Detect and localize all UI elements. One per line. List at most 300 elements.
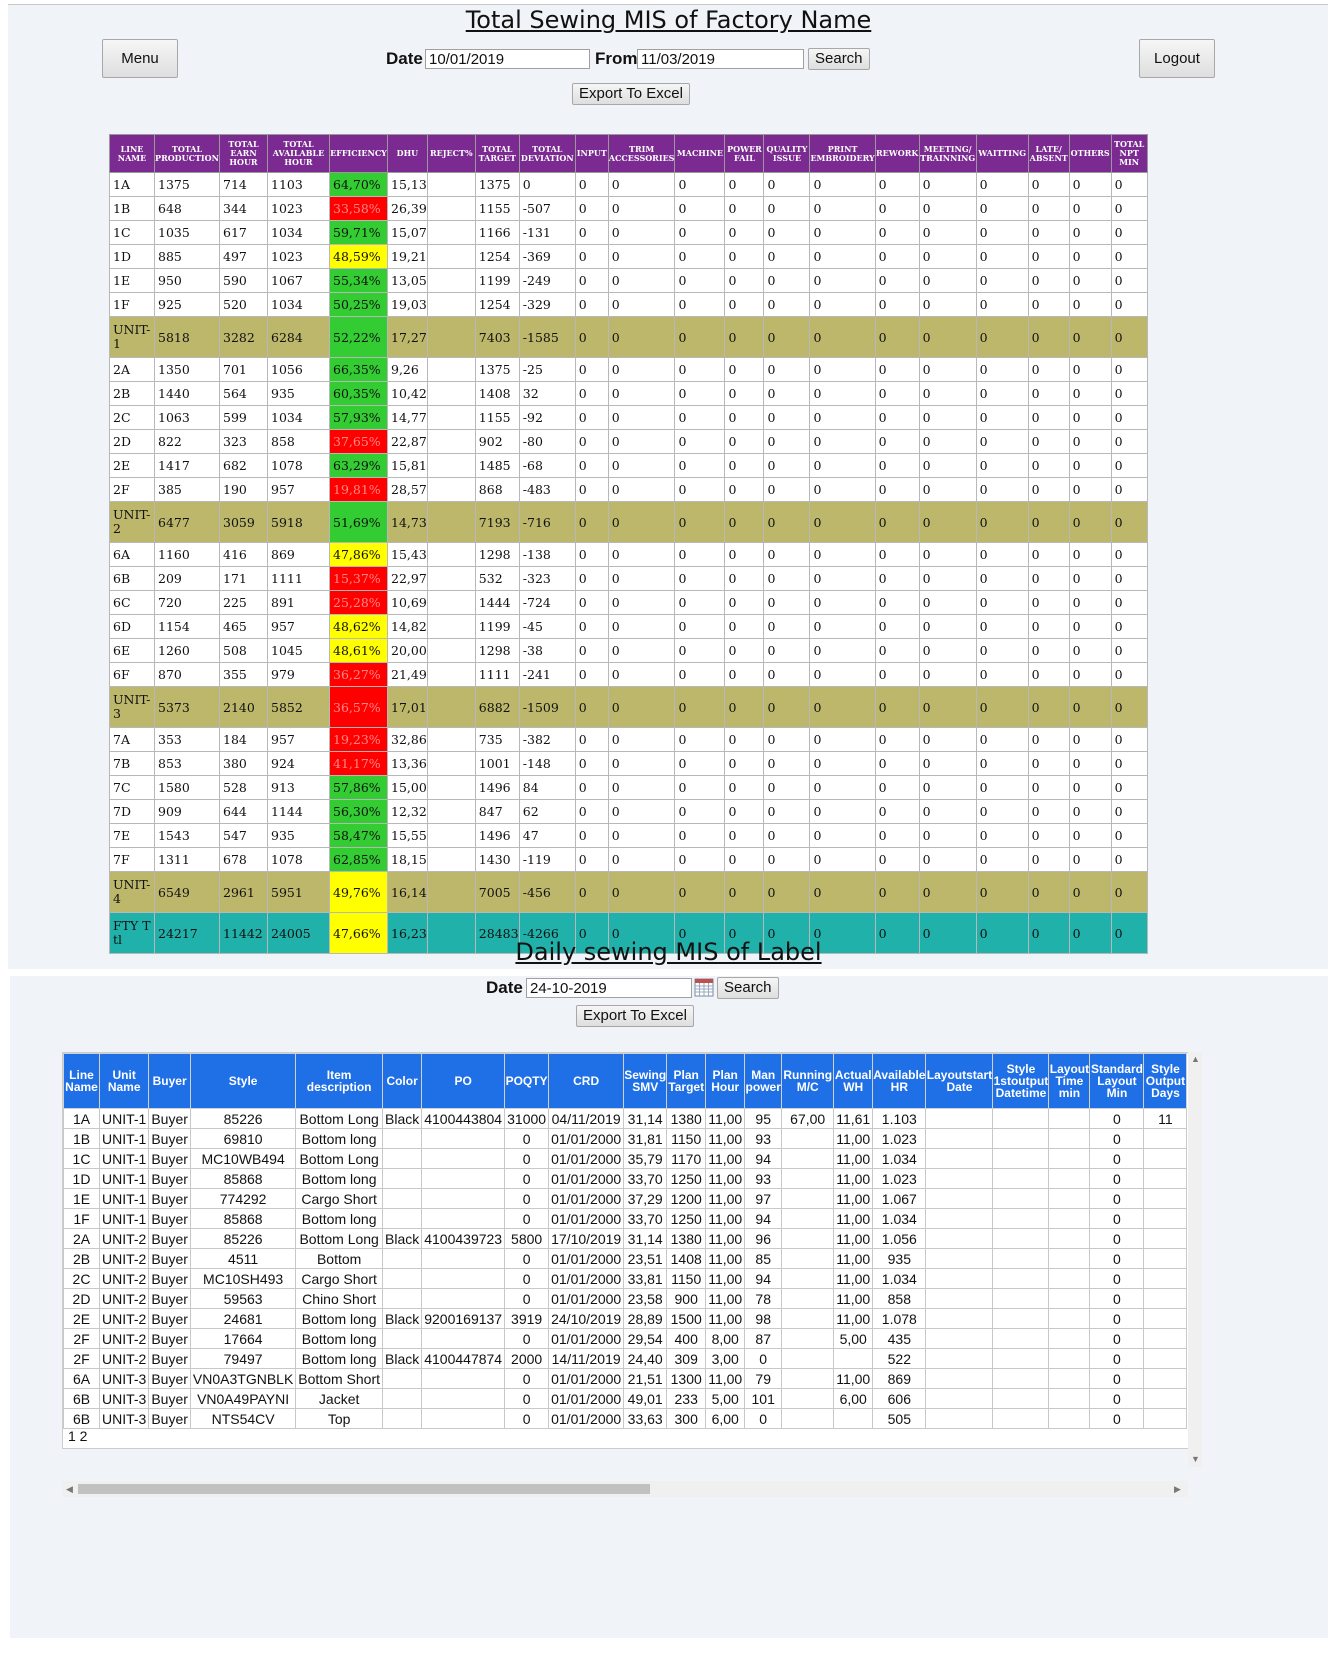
table-cell: 1023 xyxy=(268,245,330,269)
table-cell: 868 xyxy=(475,478,519,502)
table-cell: 0 xyxy=(919,615,976,639)
efficiency-cell: 64,70% xyxy=(330,173,388,197)
table-cell: 678 xyxy=(220,848,268,872)
table-cell: 0 xyxy=(725,872,764,913)
table-cell: 0 xyxy=(764,728,810,752)
daily-cell: Buyer xyxy=(149,1409,191,1429)
line-row xyxy=(110,776,1148,800)
calendar-icon[interactable] xyxy=(694,977,714,997)
table-cell: 28,57 xyxy=(388,478,428,502)
table-cell: 209 xyxy=(155,567,220,591)
table-cell: 0 xyxy=(1069,728,1111,752)
daily-cell xyxy=(1144,1409,1187,1429)
daily-cell: Buyer xyxy=(149,1249,191,1269)
table-cell: 0 xyxy=(810,872,875,913)
daily-date-label: Date xyxy=(486,978,523,997)
mis-column-header: LATE/ ABSENT xyxy=(1028,135,1069,173)
table-cell xyxy=(427,663,475,687)
table-cell xyxy=(427,293,475,317)
efficiency-cell: 47,86% xyxy=(330,543,388,567)
table-cell: 1199 xyxy=(475,615,519,639)
efficiency-cell: 19,81% xyxy=(330,478,388,502)
table-cell: 0 xyxy=(875,872,919,913)
table-cell: 0 xyxy=(976,800,1028,824)
table-cell: 0 xyxy=(1111,543,1147,567)
scroll-up-icon[interactable]: ▲ xyxy=(1191,1054,1200,1064)
daily-cell xyxy=(1144,1309,1187,1329)
scroll-right-icon[interactable]: ▶ xyxy=(1174,1484,1181,1494)
table-cell: 11442 xyxy=(220,913,268,954)
daily-cell: 35,79 xyxy=(624,1149,667,1169)
daily-cell xyxy=(993,1249,1049,1269)
daily-cell: 11,00 xyxy=(706,1169,745,1189)
table-cell: 0 xyxy=(764,543,810,567)
daily-cell xyxy=(383,1169,422,1189)
daily-cell: 17664 xyxy=(190,1329,295,1349)
efficiency-cell: 25,28% xyxy=(330,591,388,615)
daily-cell xyxy=(993,1389,1049,1409)
table-cell: 1160 xyxy=(155,543,220,567)
table-cell: 0 xyxy=(1111,687,1147,728)
daily-date-input[interactable]: 24-10-2019 xyxy=(526,978,692,998)
daily-cell: 79 xyxy=(745,1369,782,1389)
mis-column-header: LINE NAME xyxy=(110,135,155,173)
table-cell: 1023 xyxy=(268,197,330,221)
table-cell: 0 xyxy=(976,197,1028,221)
daily-cell: 1250 xyxy=(667,1209,706,1229)
table-cell: 0 xyxy=(1111,269,1147,293)
daily-title: Daily sewing MIS of Label xyxy=(515,938,822,966)
daily-cell: 11,00 xyxy=(706,1189,745,1209)
table-cell xyxy=(427,317,475,358)
efficiency-cell: 57,93% xyxy=(330,406,388,430)
daily-column-header: Running M/C xyxy=(782,1054,834,1109)
daily-cell: 2E xyxy=(64,1309,100,1329)
table-cell: 19,03 xyxy=(388,293,428,317)
daily-cell: 0 xyxy=(1090,1249,1144,1269)
table-cell: 0 xyxy=(675,752,725,776)
daily-cell xyxy=(422,1249,505,1269)
table-cell: 1063 xyxy=(155,406,220,430)
line-name-cell: 1F xyxy=(110,293,155,317)
table-cell: -80 xyxy=(519,430,575,454)
table-cell: 682 xyxy=(220,454,268,478)
line-row xyxy=(110,639,1148,663)
table-cell: 0 xyxy=(1111,776,1147,800)
daily-cell: 1.078 xyxy=(873,1309,926,1329)
daily-cell: 87 xyxy=(745,1329,782,1349)
efficiency-cell: 15,37% xyxy=(330,567,388,591)
table-cell: 1199 xyxy=(475,269,519,293)
table-cell: 0 xyxy=(725,502,764,543)
table-cell: 497 xyxy=(220,245,268,269)
efficiency-cell: 58,47% xyxy=(330,824,388,848)
daily-cell: 0 xyxy=(1090,1149,1144,1169)
table-cell: 935 xyxy=(268,382,330,406)
table-cell xyxy=(427,502,475,543)
mis-column-header: OTHERS xyxy=(1069,135,1111,173)
table-cell: 0 xyxy=(1028,543,1069,567)
daily-cell: 0 xyxy=(505,1149,549,1169)
table-cell: 0 xyxy=(1069,478,1111,502)
table-cell: 0 xyxy=(810,615,875,639)
table-cell: 0 xyxy=(1111,293,1147,317)
table-cell: 0 xyxy=(875,591,919,615)
pagination[interactable]: 1 2 xyxy=(68,1428,88,1444)
table-cell: 0 xyxy=(810,173,875,197)
table-cell: 0 xyxy=(1111,872,1147,913)
mis-column-header: TRIM ACCESSORIES xyxy=(608,135,675,173)
table-cell: 0 xyxy=(764,663,810,687)
daily-cell: 11,00 xyxy=(834,1249,873,1269)
table-cell: 0 xyxy=(608,591,675,615)
daily-cell: 0 xyxy=(505,1209,549,1229)
table-cell: 0 xyxy=(575,567,608,591)
table-cell: 5818 xyxy=(155,317,220,358)
table-cell: 0 xyxy=(675,358,725,382)
table-cell: 0 xyxy=(575,848,608,872)
daily-cell xyxy=(422,1209,505,1229)
table-cell: 822 xyxy=(155,430,220,454)
daily-cell: 01/01/2000 xyxy=(549,1209,624,1229)
table-cell: 344 xyxy=(220,197,268,221)
daily-cell: 37,29 xyxy=(624,1189,667,1209)
daily-column-header: Style Output Days xyxy=(1144,1054,1187,1109)
daily-cell xyxy=(1144,1369,1187,1389)
daily-cell xyxy=(993,1409,1049,1429)
table-cell: 0 xyxy=(764,776,810,800)
table-cell: 0 xyxy=(675,221,725,245)
daily-cell xyxy=(422,1129,505,1149)
daily-cell: 0 xyxy=(505,1409,549,1429)
table-cell: 15,13 xyxy=(388,173,428,197)
daily-cell: Bottom long xyxy=(296,1209,383,1229)
daily-row xyxy=(64,1169,1187,1189)
daily-cell: 3919 xyxy=(505,1309,549,1329)
table-cell: 0 xyxy=(1111,317,1147,358)
vertical-scrollbar[interactable] xyxy=(1188,1052,1202,1467)
table-cell: 0 xyxy=(875,269,919,293)
daily-cell: 858 xyxy=(873,1289,926,1309)
table-cell: 0 xyxy=(575,776,608,800)
daily-cell xyxy=(1144,1329,1187,1349)
mis-column-header: TOTAL AVAILABLE HOUR xyxy=(268,135,330,173)
table-cell: -483 xyxy=(519,478,575,502)
daily-cell xyxy=(926,1309,993,1329)
line-row xyxy=(110,293,1148,317)
table-cell: 0 xyxy=(810,824,875,848)
logout-button[interactable]: Logout xyxy=(1139,39,1215,78)
table-cell: 720 xyxy=(155,591,220,615)
daily-cell: 935 xyxy=(873,1249,926,1269)
daily-cell: 0 xyxy=(1090,1349,1144,1369)
table-cell: 0 xyxy=(919,317,976,358)
daily-cell xyxy=(993,1169,1049,1189)
daily-cell: Buyer xyxy=(149,1209,191,1229)
table-cell: 0 xyxy=(1028,454,1069,478)
daily-cell xyxy=(1049,1349,1090,1369)
table-cell: 0 xyxy=(919,567,976,591)
table-cell: 0 xyxy=(764,872,810,913)
table-cell: 6882 xyxy=(475,687,519,728)
table-cell xyxy=(427,800,475,824)
daily-cell: 1B xyxy=(64,1129,100,1149)
daily-cell xyxy=(422,1169,505,1189)
table-cell: 10,69 xyxy=(388,591,428,615)
table-cell: 0 xyxy=(725,663,764,687)
table-cell: 0 xyxy=(575,543,608,567)
daily-cell xyxy=(1144,1129,1187,1149)
daily-cell: Buyer xyxy=(149,1229,191,1249)
table-cell: 0 xyxy=(875,848,919,872)
daily-cell xyxy=(1049,1229,1090,1249)
daily-cell: 0 xyxy=(505,1389,549,1409)
table-cell: 0 xyxy=(919,406,976,430)
table-cell xyxy=(427,382,475,406)
daily-cell: 1380 xyxy=(667,1229,706,1249)
daily-column-header: Available HR xyxy=(873,1054,926,1109)
table-cell: 0 xyxy=(976,221,1028,245)
menu-button[interactable]: Menu xyxy=(102,39,178,78)
table-cell: 0 xyxy=(810,639,875,663)
daily-cell: Black xyxy=(383,1309,422,1329)
daily-cell xyxy=(1049,1249,1090,1269)
horizontal-scroll-thumb[interactable] xyxy=(78,1484,650,1494)
table-cell: 32,86 xyxy=(388,728,428,752)
table-cell: -1585 xyxy=(519,317,575,358)
table-cell: 3059 xyxy=(220,502,268,543)
table-cell: 0 xyxy=(1111,913,1147,954)
daily-search-button[interactable]: Search xyxy=(717,977,779,999)
daily-cell: 0 xyxy=(1090,1229,1144,1249)
daily-cell: 0 xyxy=(505,1129,549,1149)
daily-cell: 01/01/2000 xyxy=(549,1369,624,1389)
daily-cell: MC10SH493 xyxy=(190,1269,295,1289)
table-cell: 0 xyxy=(976,663,1028,687)
daily-cell: 1.056 xyxy=(873,1229,926,1249)
line-name-cell: 1D xyxy=(110,245,155,269)
daily-cell: 28,89 xyxy=(624,1309,667,1329)
table-cell: 0 xyxy=(1111,728,1147,752)
table-cell: 0 xyxy=(875,358,919,382)
table-cell: 0 xyxy=(764,293,810,317)
table-cell: 0 xyxy=(875,800,919,824)
from-input[interactable]: 11/03/2019 xyxy=(637,49,804,69)
line-name-cell: 6F xyxy=(110,663,155,687)
table-cell: 0 xyxy=(1111,591,1147,615)
table-cell: 416 xyxy=(220,543,268,567)
export-excel-button[interactable]: Export To Excel xyxy=(572,83,690,105)
table-cell: 0 xyxy=(675,454,725,478)
scroll-left-icon[interactable]: ◀ xyxy=(66,1484,73,1494)
daily-cell: MC10WB494 xyxy=(190,1149,295,1169)
daily-cell xyxy=(782,1309,834,1329)
daily-cell: 11,00 xyxy=(834,1309,873,1329)
table-cell: 0 xyxy=(976,543,1028,567)
table-cell: 14,77 xyxy=(388,406,428,430)
table-cell: 0 xyxy=(875,478,919,502)
table-cell: 0 xyxy=(1028,663,1069,687)
table-cell: 0 xyxy=(976,173,1028,197)
table-cell: 62 xyxy=(519,800,575,824)
table-cell: 0 xyxy=(725,221,764,245)
table-cell: -131 xyxy=(519,221,575,245)
efficiency-cell: 19,23% xyxy=(330,728,388,752)
daily-cell: 33,70 xyxy=(624,1169,667,1189)
table-cell: 0 xyxy=(575,269,608,293)
table-cell: 0 xyxy=(919,663,976,687)
daily-cell: 869 xyxy=(873,1369,926,1389)
search-button[interactable]: Search xyxy=(808,48,870,70)
daily-mis-table-wrapper[interactable] xyxy=(62,1052,1192,1449)
table-cell: 0 xyxy=(725,639,764,663)
table-cell: 12,32 xyxy=(388,800,428,824)
table-cell: 1430 xyxy=(475,848,519,872)
daily-cell: 01/01/2000 xyxy=(549,1189,624,1209)
daily-cell xyxy=(782,1149,834,1169)
line-name-cell: 6D xyxy=(110,615,155,639)
daily-cell: Jacket xyxy=(296,1389,383,1409)
table-cell: 171 xyxy=(220,567,268,591)
daily-cell xyxy=(383,1269,422,1289)
daily-cell xyxy=(782,1209,834,1229)
date-input[interactable]: 10/01/2019 xyxy=(425,49,590,69)
daily-cell: Buyer xyxy=(149,1369,191,1389)
table-cell: 18,15 xyxy=(388,848,428,872)
table-cell: 7403 xyxy=(475,317,519,358)
line-name-cell: 2D xyxy=(110,430,155,454)
daily-cell: 96 xyxy=(745,1229,782,1249)
daily-cell: 774292 xyxy=(190,1189,295,1209)
table-cell xyxy=(427,615,475,639)
table-cell: 0 xyxy=(1028,639,1069,663)
table-cell: 225 xyxy=(220,591,268,615)
efficiency-cell: 41,17% xyxy=(330,752,388,776)
daily-cell: 01/01/2000 xyxy=(549,1329,624,1349)
table-cell: 925 xyxy=(155,293,220,317)
table-cell: 0 xyxy=(919,800,976,824)
daily-cell xyxy=(926,1169,993,1189)
efficiency-cell: 63,29% xyxy=(330,454,388,478)
table-cell: 1375 xyxy=(475,358,519,382)
line-name-cell: 7A xyxy=(110,728,155,752)
table-cell: 0 xyxy=(575,245,608,269)
daily-column-header: CRD xyxy=(549,1054,624,1109)
table-cell: 0 xyxy=(764,406,810,430)
table-cell: 0 xyxy=(875,406,919,430)
daily-cell xyxy=(926,1229,993,1249)
daily-row xyxy=(64,1369,1187,1389)
mis-column-header: MACHINE xyxy=(675,135,725,173)
table-cell: 1111 xyxy=(475,663,519,687)
table-cell: 0 xyxy=(976,615,1028,639)
table-cell: 0 xyxy=(1069,913,1111,954)
table-cell: 0 xyxy=(675,478,725,502)
daily-cell xyxy=(782,1129,834,1149)
table-cell: 648 xyxy=(155,197,220,221)
table-cell xyxy=(427,639,475,663)
table-cell: 0 xyxy=(675,639,725,663)
daily-cell xyxy=(1049,1269,1090,1289)
daily-cell: 2F xyxy=(64,1329,100,1349)
table-cell: 0 xyxy=(725,197,764,221)
daily-cell: UNIT-2 xyxy=(100,1309,149,1329)
daily-cell xyxy=(926,1289,993,1309)
table-cell: 17,27 xyxy=(388,317,428,358)
table-cell: 15,55 xyxy=(388,824,428,848)
daily-cell xyxy=(1049,1329,1090,1349)
table-cell: -329 xyxy=(519,293,575,317)
daily-cell: Bottom Long xyxy=(296,1109,383,1129)
daily-cell: 0 xyxy=(1090,1409,1144,1429)
table-cell: 0 xyxy=(1069,848,1111,872)
daily-cell: UNIT-2 xyxy=(100,1289,149,1309)
table-cell: 0 xyxy=(919,245,976,269)
table-cell: 0 xyxy=(1111,382,1147,406)
table-cell: 0 xyxy=(608,913,675,954)
daily-cell: 8,00 xyxy=(706,1329,745,1349)
daily-cell xyxy=(1144,1169,1187,1189)
daily-cell: 24,40 xyxy=(624,1349,667,1369)
table-cell: 0 xyxy=(1069,502,1111,543)
table-cell: 0 xyxy=(1028,567,1069,591)
table-cell: 1144 xyxy=(268,800,330,824)
table-cell: 0 xyxy=(875,824,919,848)
table-cell: 10,42 xyxy=(388,382,428,406)
table-cell: 0 xyxy=(675,269,725,293)
table-cell: 0 xyxy=(875,663,919,687)
table-cell: 1001 xyxy=(475,752,519,776)
horizontal-scrollbar[interactable] xyxy=(62,1481,1188,1497)
daily-column-header: Unit Name xyxy=(100,1054,149,1109)
table-cell: 0 xyxy=(875,543,919,567)
table-cell: 0 xyxy=(919,478,976,502)
daily-cell xyxy=(993,1109,1049,1129)
table-cell: 0 xyxy=(725,430,764,454)
table-cell: 1254 xyxy=(475,245,519,269)
daily-cell: 1.034 xyxy=(873,1149,926,1169)
table-cell xyxy=(427,543,475,567)
daily-cell: 0 xyxy=(745,1349,782,1369)
line-row xyxy=(110,406,1148,430)
daily-cell: 1D xyxy=(64,1169,100,1189)
table-cell: 564 xyxy=(220,382,268,406)
daily-cell: 1A xyxy=(64,1109,100,1129)
daily-cell: 01/01/2000 xyxy=(549,1289,624,1309)
table-cell: 17,01 xyxy=(388,687,428,728)
daily-cell: 0 xyxy=(505,1189,549,1209)
daily-mis-table xyxy=(63,1053,1187,1429)
daily-cell: 11,00 xyxy=(834,1209,873,1229)
table-cell: 0 xyxy=(1069,639,1111,663)
table-cell: 0 xyxy=(575,358,608,382)
scroll-down-icon[interactable]: ▼ xyxy=(1191,1454,1200,1464)
table-cell: 1155 xyxy=(475,406,519,430)
table-cell: 24005 xyxy=(268,913,330,954)
daily-export-excel-button[interactable]: Export To Excel xyxy=(576,1005,694,1027)
table-cell: 0 xyxy=(1028,382,1069,406)
table-cell: 0 xyxy=(1069,752,1111,776)
efficiency-cell: 55,34% xyxy=(330,269,388,293)
table-cell: 0 xyxy=(675,406,725,430)
table-cell: 0 xyxy=(764,173,810,197)
daily-cell: Bottom Short xyxy=(296,1369,383,1389)
daily-cell: 0 xyxy=(1090,1129,1144,1149)
table-cell: 0 xyxy=(575,591,608,615)
daily-cell xyxy=(926,1209,993,1229)
table-cell: 15,43 xyxy=(388,543,428,567)
efficiency-cell: 57,86% xyxy=(330,776,388,800)
